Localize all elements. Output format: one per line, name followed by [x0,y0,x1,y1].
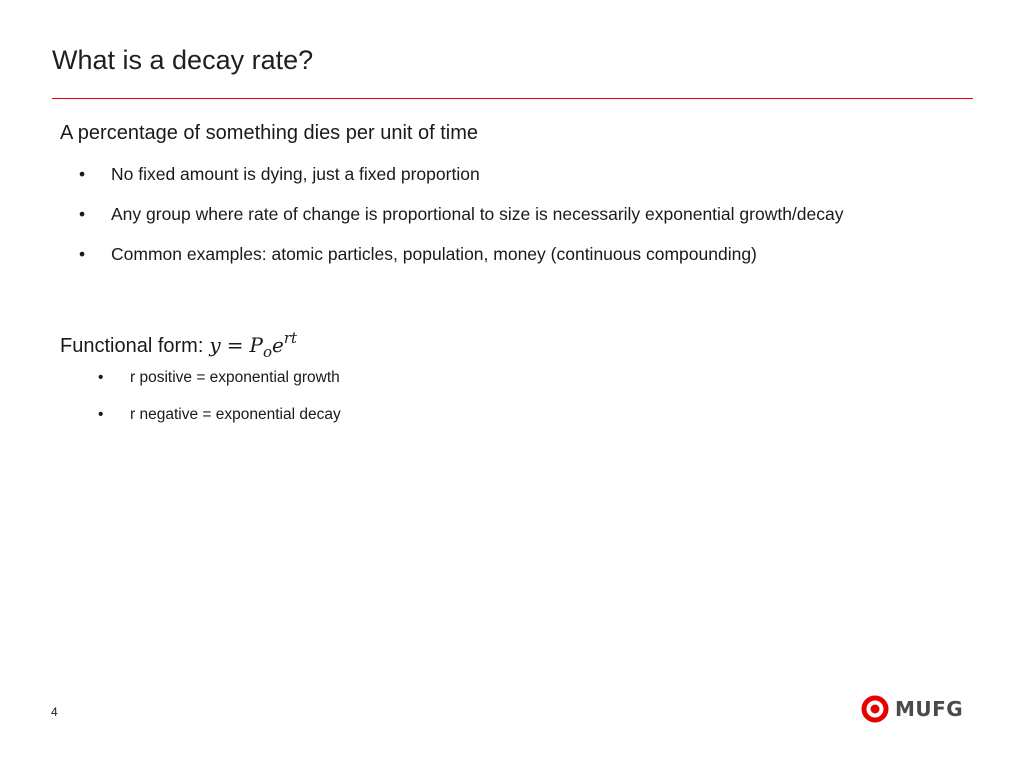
bullet-icon: • [98,369,104,386]
title-divider [52,98,973,99]
formula-equals: = [226,333,244,357]
formula-exp-base: e [271,333,284,357]
page-number: 4 [51,705,58,719]
formula-base: P [249,333,263,357]
slide-title: What is a decay rate? [52,45,314,75]
bullet-text: Common examples: atomic particles, population, money (continuous compounding) [111,244,757,264]
section-heading-functional-form [60,325,297,365]
mufg-logo [861,695,963,723]
mufg-logo-text: MUFG [895,697,964,721]
formula [209,329,298,361]
bullet-text: r positive = exponential growth [130,369,340,386]
bullet-text: r negative = exponential decay [130,406,341,423]
formula-subscript: o [262,343,272,361]
functional-form-label: Functional form: [60,335,204,357]
bullet-text: No fixed amount is dying, just a fixed proportion [111,164,480,184]
bullet-icon: • [79,204,86,224]
bullet-icon: • [79,244,86,264]
bullet-icon: • [98,406,104,423]
section-heading-definition: A percentage of something dies per unit of time [60,122,479,144]
formula-exponent: rt [283,329,298,347]
mufg-logo-icon [861,695,889,723]
bullet-text: Any group where rate of change is proportional to size is necessarily exponential growth/decay [111,204,844,224]
formula-lhs: y [209,333,221,357]
bullet-icon: • [79,164,86,184]
